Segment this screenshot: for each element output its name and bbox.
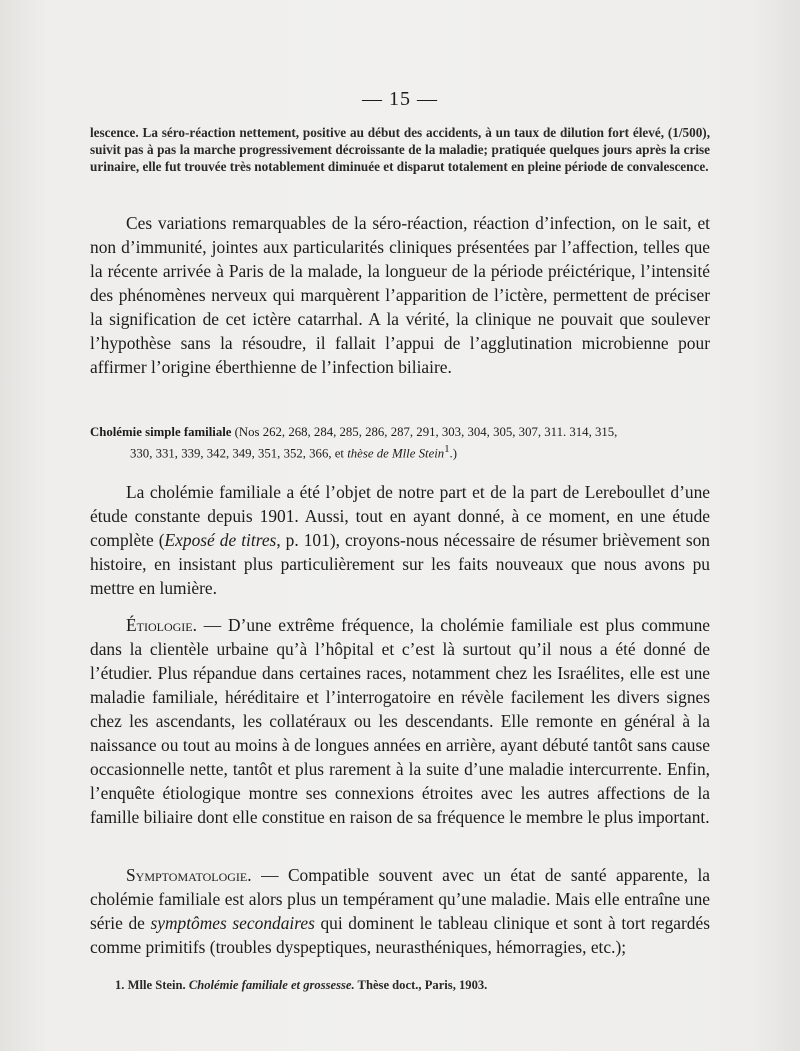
section-refs-line2: 330, 331, 339, 342, 349, 351, 352, 366, et (130, 446, 344, 461)
intro-paragraph (90, 124, 710, 176)
section-heading: Cholémie simple familiale (90, 425, 232, 439)
symptomatologie-text-a: — Compatible souvent avec un état de santé apparente, la cholémie familiale est alors plus un tempérament qu’une maladie. Mais elle entraîne une série de (90, 865, 710, 933)
etiologie-text: — D’une extrême fréquence, la cholémie familiale est plus commune dans la clientèle urbaine qu’à l’hôpital et c’est là surtout qu’il nous a été donné de l’étudier. Plus répandue dans certaines races, notamment chez les Israélites, elle est une maladie familiale, héréditaire et l’interrogatoire en révèle facilement les divers signes chez les ascendants, les collatéraux ou les descendants. Elle remonte en général à la naissance ou tout au moins à de longues années en arrière, ayant débuté tantôt sans cause occasionnelle nette, tantôt et plus rarement à la suite d’une maladie intercurrente. Enfin, l’enquête étiologique montre ses connexions étroites avec les autres affections de la famille biliaire dont elle constitue en raison de sa fréquence le membre le plus important. (90, 615, 710, 827)
footnote-title: Cholémie familiale et grossesse. (185, 978, 355, 992)
page-number: — 15 — (362, 88, 438, 110)
paragraph-etiologie (90, 613, 710, 829)
paragraph-symptomatologie (90, 863, 710, 959)
section-refs-thesis: thèse de Mlle Stein (344, 446, 445, 461)
footnote-number: 1. (115, 978, 125, 992)
section-refs-end: .) (449, 446, 458, 461)
footnote (115, 978, 715, 993)
symptomatologie-text-b: qui dominent le tableau clinique et sont à tort regardés comme primitifs (troubles dyspeptiques, neurasthéniques, hémorragies, etc.); (90, 913, 710, 957)
paragraph-text: Ces variations remarquables de la séro-réaction, réaction d’infection, on le sait, et non d’immunité, jointes aux particularités cliniques présentées par l’affection, telles que la récente arrivée à Paris de la malade, la longueur de la période préictérique, l’intensité des phénomènes nerveux qui marquèrent l’apparition de l’ictère, permettent de préciser la signification de cet ictère catarrhal. A la vérité, la clinique ne pouvait que soulever l’hypothèse sans la résoudre, il fallait l’appui de l’agglutination microbienne pour affirmer l’origine éberthienne de l’infection biliaire. (90, 213, 710, 377)
intro-text: lescence. La séro-réaction nettement, positive au début des accidents, à un taux de dilution fort élevé, (1/500), suivit pas à pas la marche progressivement décroissante de la maladie; pratiquée quelques jours après la crise urinaire, elle fut trouvée très notablement diminuée et disparut totalement en pleine période de convalescence. (90, 125, 710, 175)
footnote-author: Mlle Stein. (124, 978, 186, 992)
paragraph-text-a: La cholémie familiale a été l’objet de notre part et de la part de Lereboullet d’une étude constante depuis 1901. Aussi, tout en ayant donné, à ce moment, en une étude complète ( (90, 482, 710, 550)
etiologie-label: Étiologie. (126, 615, 197, 635)
paragraph-text-b: , p. 101), croyons-nous nécessaire de résumer brièvement son histoire, en insistant plus particulièrement sur les faits nouveaux que nous avons pu mettre en lumière. (90, 530, 710, 598)
section-refs-line1: (Nos 262, 268, 284, 285, 286, 287, 291, 303, 304, 305, 307, 311. 314, 315, (231, 425, 618, 439)
symptomatologie-label: Symptomatologie. (126, 865, 252, 885)
paragraph-text-italic: Exposé de titres (164, 530, 277, 550)
section-refs-line2-wrap (90, 441, 710, 462)
paragraph-serum-reaction (90, 211, 710, 379)
footnote-rest: Thèse doct., Paris, 1903. (354, 978, 488, 992)
symptomatologie-text-italic: symptômes secondaires (150, 913, 315, 933)
section-cholemie-familiale (90, 424, 710, 462)
paragraph-cholemie-history (90, 480, 710, 600)
footnote-marker: 1 (444, 444, 450, 455)
